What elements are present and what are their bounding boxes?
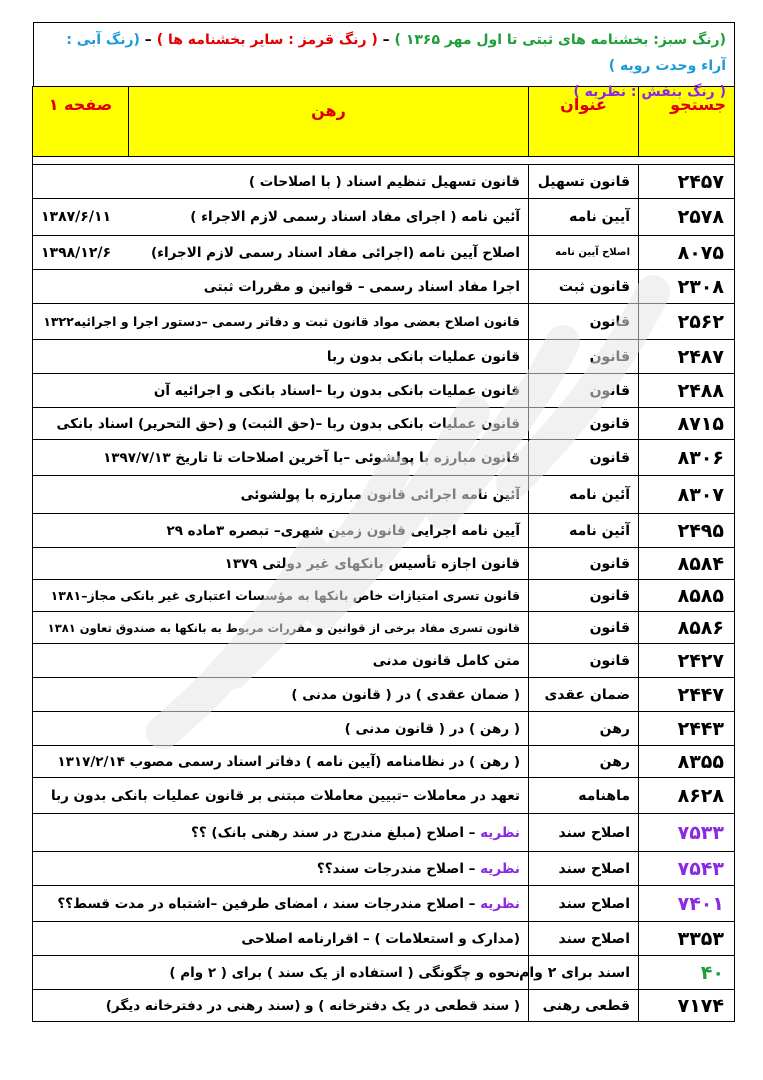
row-description: اصلاح آیین نامه (اجرائی مفاد اسناد رسمی لازم الاجراء) xyxy=(129,236,529,270)
row-description: قانون تسری امتیازات خاص بانکها به مؤسسات اعتباری غیر بانکی مجاز–۱۳۸۱ xyxy=(33,580,529,612)
table-row xyxy=(33,712,735,746)
header-rahn: رهن xyxy=(129,87,529,157)
table-row xyxy=(33,746,735,778)
table-row xyxy=(33,440,735,476)
table-row xyxy=(33,374,735,408)
table-row xyxy=(33,814,735,852)
table-row xyxy=(33,199,735,236)
row-code: ۸۵۸۴ xyxy=(639,548,735,580)
row-description: قانون اجازه تأسیس بانکهای غیر دولتی ۱۳۷۹ xyxy=(33,548,529,580)
table-row xyxy=(33,990,735,1022)
row-date: ۱۳۹۸/۱۲/۶ xyxy=(33,236,129,270)
row-description: ( سند قطعی در یک دفترخانه ) و (سند رهنی در دفترخانه دیگر) xyxy=(33,990,529,1022)
row-description: قانون عملیات بانکی بدون ربا –(حق الثبت) و (حق التحریر) اسناد بانکی xyxy=(33,408,529,440)
row-title: قانون تسهیل xyxy=(529,165,639,199)
row-title: اصلاح سند xyxy=(529,922,639,956)
row-title: آئین نامه xyxy=(529,476,639,514)
row-code: ۸۵۸۵ xyxy=(639,580,735,612)
table-row xyxy=(33,548,735,580)
row-title: قانون ثبت xyxy=(529,270,639,304)
row-code: ۲۳۰۸ xyxy=(639,270,735,304)
row-description: متن کامل قانون مدنی xyxy=(33,644,529,678)
table-row xyxy=(33,304,735,340)
table-row xyxy=(33,580,735,612)
row-description-text: – اصلاح (مبلغ مندرج در سند رهنی بانک) ؟؟ xyxy=(191,824,481,841)
row-code: ۸۳۰۷ xyxy=(639,476,735,514)
row-code: ۲۴۹۵ xyxy=(639,514,735,548)
row-code: ۸۳۰۶ xyxy=(639,440,735,476)
table-row xyxy=(33,644,735,678)
legend-blue: (رنگ آبی : آراء وحدت رویه ) xyxy=(66,32,726,74)
row-description: آیین نامه اجرایی قانون زمین شهری– تبصره ۳ماده ۲۹ xyxy=(33,514,529,548)
table-row xyxy=(33,408,735,440)
row-description xyxy=(33,886,529,922)
row-code: ۳۳۵۳ xyxy=(639,922,735,956)
row-title: قطعی رهنی xyxy=(529,990,639,1022)
legend-sep: – xyxy=(139,32,157,48)
row-code: ۲۵۷۸ xyxy=(639,199,735,236)
row-title: قانون xyxy=(529,408,639,440)
spacer-row xyxy=(33,157,735,165)
table-row xyxy=(33,236,735,270)
nazarieh-prefix: نظریه xyxy=(480,860,520,877)
legend-purple: ( رنگ بنفش : نظریه ) xyxy=(573,84,726,100)
row-description: قانون تسری مفاد برخی از قوانین و مقررات مربوط به بانکها به صندوق تعاون ۱۳۸۱ xyxy=(33,612,529,644)
row-code: ۲۴۸۸ xyxy=(639,374,735,408)
row-code: ۸۰۷۵ xyxy=(639,236,735,270)
row-description: (مدارک و استعلامات ) – اقرارنامه اصلاحی xyxy=(33,922,529,956)
row-title: اسند برای ۲ وام xyxy=(529,956,639,990)
table-row xyxy=(33,514,735,548)
row-code: ۲۴۸۷ xyxy=(639,340,735,374)
row-description: تعهد در معاملات –تبیین معاملات مبتنی بر قانون عملیات بانکی بدون ربا xyxy=(33,778,529,814)
row-title: قانون xyxy=(529,440,639,476)
row-title: رهن xyxy=(529,712,639,746)
table-row xyxy=(33,612,735,644)
row-title: قانون xyxy=(529,644,639,678)
table-row xyxy=(33,340,735,374)
row-code: ۴۰ xyxy=(639,956,735,990)
row-code: ۸۵۸۶ xyxy=(639,612,735,644)
row-title: آئین نامه xyxy=(529,514,639,548)
row-code: ۲۴۴۷ xyxy=(639,678,735,712)
table-row xyxy=(33,678,735,712)
row-description: آئین نامه ( اجرای مفاد اسناد رسمی لازم الاجراء ) xyxy=(129,199,529,236)
table-row xyxy=(33,270,735,304)
legend-sep: – xyxy=(377,32,395,48)
row-title: قانون xyxy=(529,304,639,340)
row-title: قانون xyxy=(529,374,639,408)
table-row xyxy=(33,165,735,199)
row-description xyxy=(33,852,529,886)
legend-line-1 xyxy=(42,27,726,79)
table-row xyxy=(33,922,735,956)
legend-green: (رنگ سبز: بخشنامه های ثبتی تا اول مهر ۱۳۶۵ ) xyxy=(394,32,726,48)
row-title: قانون xyxy=(529,612,639,644)
row-code: ۷۵۳۳ xyxy=(639,814,735,852)
table-row xyxy=(33,778,735,814)
row-description-text: – اصلاح مندرجات سند؟؟ xyxy=(316,860,481,877)
row-code: ۸۳۵۵ xyxy=(639,746,735,778)
row-title: قانون xyxy=(529,580,639,612)
spacer-cell xyxy=(33,157,735,165)
header-title: عنوان xyxy=(529,87,639,157)
laws-table xyxy=(32,86,735,1022)
row-description: قانون عملیات بانکی بدون ربا –اسناد بانکی و اجرائیه آن xyxy=(33,374,529,408)
row-description: آئین نامه اجرائی قانون مبارزه با پولشوئی xyxy=(33,476,529,514)
row-code: ۸۷۱۵ xyxy=(639,408,735,440)
row-title: ماهنامه xyxy=(529,778,639,814)
row-description: نحوه و چگونگی ( استفاده از یک سند ) برای ( ۲ وام ) xyxy=(33,956,529,990)
row-code: ۷۵۴۳ xyxy=(639,852,735,886)
nazarieh-prefix: نظریه xyxy=(480,895,520,912)
row-description-text: – اصلاح مندرجات سند ، امضای طرفین –اشتباه در مدت قسط؟؟ xyxy=(57,895,481,912)
row-title: اصلاح سند xyxy=(529,886,639,922)
row-code: ۸۶۲۸ xyxy=(639,778,735,814)
row-title: قانون xyxy=(529,548,639,580)
row-description: ( ضمان عقدی ) در ( قانون مدنی ) xyxy=(33,678,529,712)
legend-red: ( رنگ قرمز : سایر بخشنامه ها ) xyxy=(156,32,378,48)
row-code: ۷۴۰۱ xyxy=(639,886,735,922)
table-row xyxy=(33,852,735,886)
row-description xyxy=(33,814,529,852)
row-description: قانون اصلاح بعضی مواد قانون ثبت و دفاتر رسمی –دستور اجرا و اجرائیه۱۳۲۲ xyxy=(33,304,529,340)
header-page: صفحه ۱ xyxy=(33,87,129,157)
document-page xyxy=(33,22,735,1022)
row-description: قانون تسهیل تنظیم اسناد ( با اصلاحات ) xyxy=(33,165,529,199)
color-legend xyxy=(33,22,735,100)
row-code: ۲۴۴۳ xyxy=(639,712,735,746)
row-title: اصلاح سند xyxy=(529,814,639,852)
row-title: آیین نامه xyxy=(529,199,639,236)
row-code: ۲۴۲۷ xyxy=(639,644,735,678)
header-search: جستجو xyxy=(639,87,735,157)
row-description: ( رهن ) در ( قانون مدنی ) xyxy=(33,712,529,746)
table-row xyxy=(33,886,735,922)
nazarieh-prefix: نظریه xyxy=(480,824,520,841)
row-date: ۱۳۸۷/۶/۱۱ xyxy=(33,199,129,236)
row-description: قانون عملیات بانکی بدون ربا xyxy=(33,340,529,374)
table-row xyxy=(33,956,735,990)
row-code: ۲۴۵۷ xyxy=(639,165,735,199)
row-description: قانون مبارزه با پولشوئی –با آخرین اصلاحات تا تاریخ ۱۳۹۷/۷/۱۳ xyxy=(33,440,529,476)
row-description: اجرا مفاد اسناد رسمی – قوانین و مقررات ثبتی xyxy=(33,270,529,304)
table-row xyxy=(33,476,735,514)
row-code: ۲۵۶۲ xyxy=(639,304,735,340)
row-title: ضمان عقدی xyxy=(529,678,639,712)
row-title: رهن xyxy=(529,746,639,778)
row-title: اصلاح آیین نامه xyxy=(529,236,639,270)
row-code: ۷۱۷۴ xyxy=(639,990,735,1022)
row-title: اصلاح سند xyxy=(529,852,639,886)
row-description: ( رهن ) در نظامنامه (آیین نامه ) دفاتر اسناد رسمی مصوب ۱۳۱۷/۲/۱۴ xyxy=(33,746,529,778)
row-title: قانون xyxy=(529,340,639,374)
table-body xyxy=(33,165,735,1022)
